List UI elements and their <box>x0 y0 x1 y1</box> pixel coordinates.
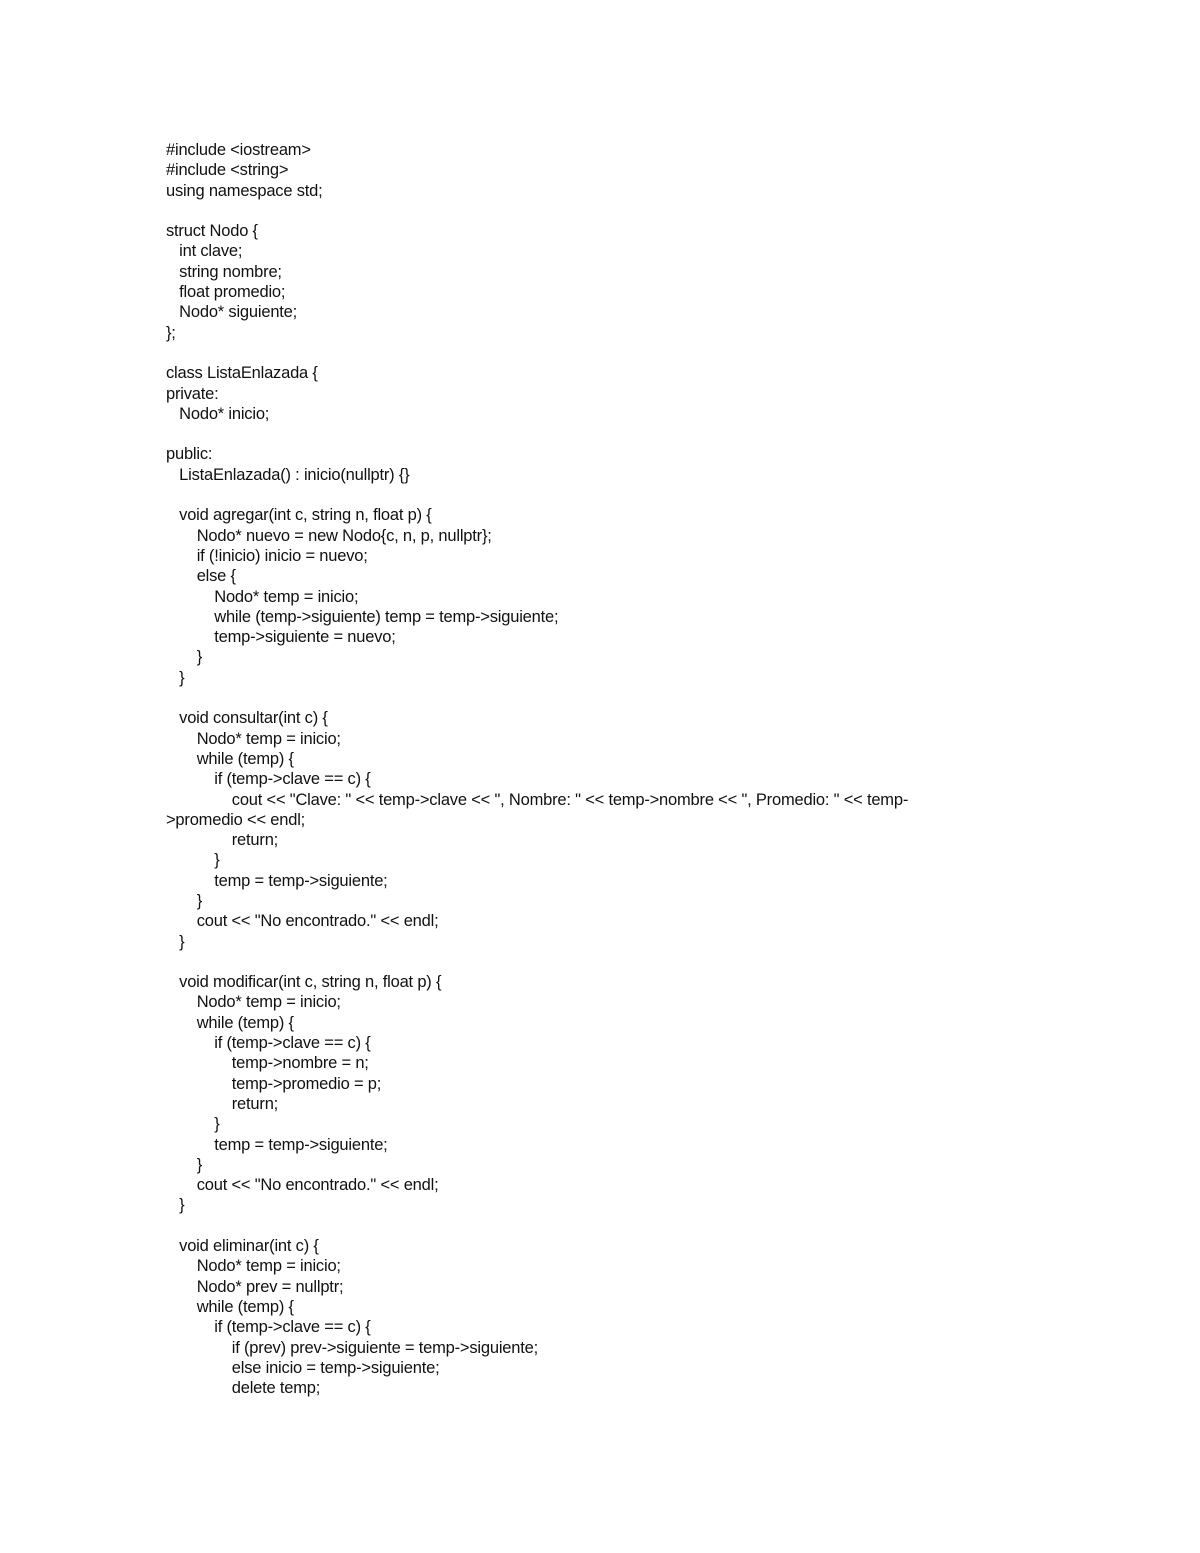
code-line: } <box>166 668 185 687</box>
code-line: } <box>166 1196 185 1215</box>
code-line: if (temp->clave == c) { <box>166 770 371 789</box>
code-line: temp->nombre = n; <box>166 1054 369 1073</box>
code-line: while (temp) { <box>166 749 294 768</box>
code-line <box>166 424 1026 444</box>
code-line: Nodo* temp = inicio; <box>166 587 359 606</box>
code-line: int clave; <box>166 242 243 261</box>
code-line: } <box>166 932 185 951</box>
code-line: Nodo* temp = inicio; <box>166 729 341 748</box>
code-line: temp = temp->siguiente; <box>166 1135 388 1154</box>
code-line: if (!inicio) inicio = nuevo; <box>166 546 368 565</box>
code-line: else inicio = temp->siguiente; <box>166 1358 440 1377</box>
code-line: if (prev) prev->siguiente = temp->siguiente; <box>166 1338 538 1357</box>
code-line: void agregar(int c, string n, float p) { <box>166 506 432 525</box>
code-line: Nodo* temp = inicio; <box>166 993 341 1012</box>
code-line: struct Nodo { <box>166 222 258 241</box>
code-line: temp = temp->siguiente; <box>166 871 388 890</box>
code-line <box>166 343 1026 363</box>
code-line: delete temp; <box>166 1379 321 1398</box>
code-line: Nodo* prev = nullptr; <box>166 1277 344 1296</box>
code-line <box>166 485 1026 505</box>
code-line <box>166 201 1026 221</box>
code-line: Nodo* temp = inicio; <box>166 1257 341 1276</box>
code-line: } <box>166 1155 203 1174</box>
code-line: >promedio << endl; <box>166 810 306 829</box>
code-line: temp->siguiente = nuevo; <box>166 628 396 647</box>
code-line: while (temp) { <box>166 1013 294 1032</box>
code-line: while (temp->siguiente) temp = temp->siguiente; <box>166 607 559 626</box>
code-line: void eliminar(int c) { <box>166 1237 319 1256</box>
code-line: ListaEnlazada() : inicio(nullptr) {} <box>166 465 410 484</box>
code-line: } <box>166 648 203 667</box>
code-line: Nodo* siguiente; <box>166 303 298 322</box>
code-line: using namespace std; <box>166 181 323 200</box>
code-line: return; <box>166 1094 279 1113</box>
code-line: #include <iostream> <box>166 141 311 159</box>
code-line <box>166 952 1026 972</box>
code-line: } <box>166 851 220 870</box>
code-line: cout << "No encontrado." << endl; <box>166 1176 439 1195</box>
code-listing <box>166 140 1026 1398</box>
code-line: #include <string> <box>166 161 289 180</box>
code-line: private: <box>166 384 219 403</box>
code-line: while (temp) { <box>166 1297 294 1316</box>
code-line: if (temp->clave == c) { <box>166 1034 371 1053</box>
code-line: } <box>166 891 203 910</box>
code-line: class ListaEnlazada { <box>166 364 318 383</box>
code-line: Nodo* inicio; <box>166 404 270 423</box>
code-line: return; <box>166 831 279 850</box>
code-line: temp->promedio = p; <box>166 1074 382 1093</box>
code-line: public: <box>166 445 213 464</box>
code-line: } <box>166 1115 220 1134</box>
code-line <box>166 688 1026 708</box>
code-line: else { <box>166 567 236 586</box>
code-line: cout << "Clave: " << temp->clave << ", Nombre: " << temp->nombre << ", Promedio: " << temp- <box>166 790 909 809</box>
code-line: Nodo* nuevo = new Nodo{c, n, p, nullptr}; <box>166 526 492 545</box>
code-line: string nombre; <box>166 262 282 281</box>
code-line: float promedio; <box>166 283 286 302</box>
code-line: }; <box>166 323 176 342</box>
code-line: cout << "No encontrado." << endl; <box>166 912 439 931</box>
code-line: void consultar(int c) { <box>166 709 328 728</box>
code-line: void modificar(int c, string n, float p) { <box>166 973 442 992</box>
code-line <box>166 1216 1026 1236</box>
code-line: if (temp->clave == c) { <box>166 1318 371 1337</box>
